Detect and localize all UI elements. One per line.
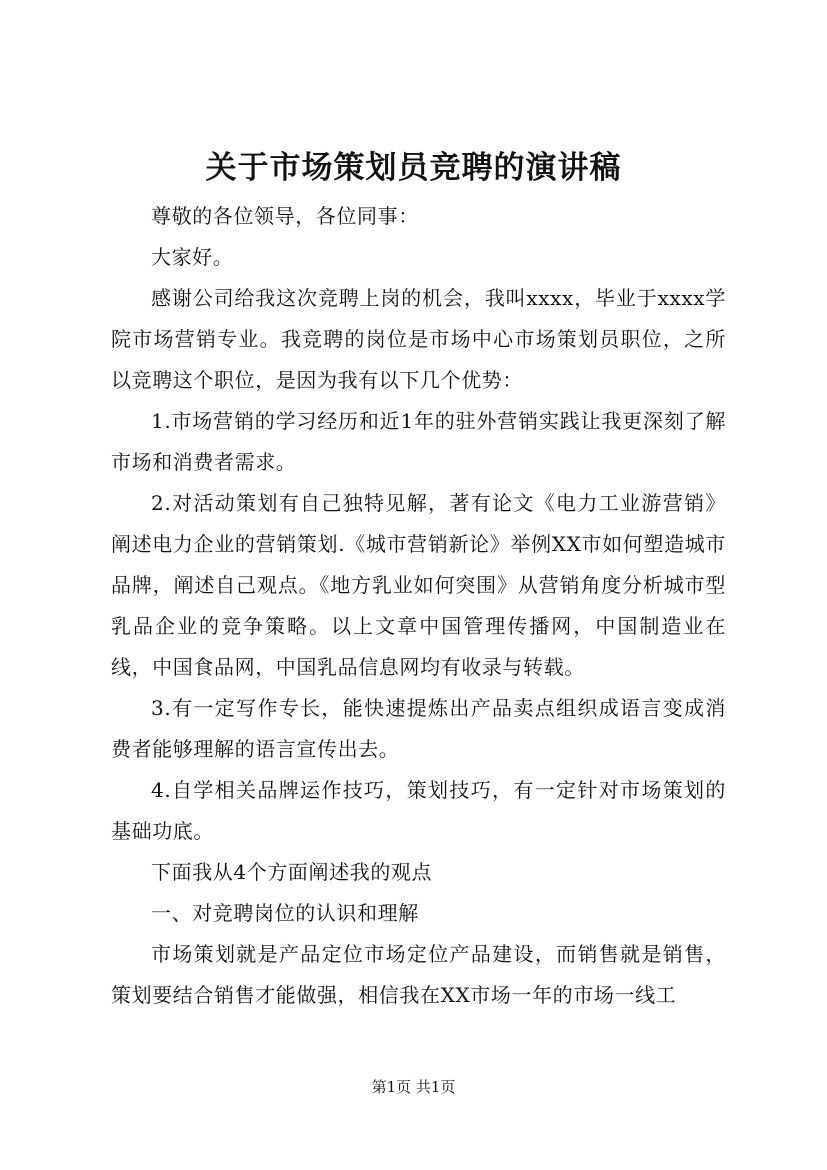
document-body: [111, 196, 726, 1016]
paragraph-section-1: 市场策划就是产品定位市场定位产品建设，而销售就是销售，策划要结合销售才能做强，相信我在XX市场一年的市场一线工: [111, 942, 726, 1007]
paragraph-advantage-1: 1.市场营销的学习经历和近1年的驻外营销实践让我更深刻了解市场和消费者需求。: [111, 409, 726, 474]
paragraph-greeting: 大家好。: [151, 245, 234, 269]
paragraph-intro: 感谢公司给我这次竞聘上岗的机会，我叫xxxx，毕业于xxxx学院市场营销专业。我竞聘的岗位是市场中心市场策划员职位，之所以竞聘这个职位，是因为我有以下几个优势：: [111, 286, 726, 392]
paragraph-salutation: 尊敬的各位领导，各位同事：: [151, 204, 419, 228]
section-heading-1: 一、对竞聘岗位的认识和理解: [151, 901, 419, 925]
paragraph-advantage-2: 2.对活动策划有自己独特见解，著有论文《电力工业游营销》阐述电力企业的营销策划.《城市营销新论》举例XX市如何塑造城市品牌，阐述自己观点。《地方乳业如何突围》从营销角度分析城市型乳品企业的竞争策略。以上文章中国管理传播网，中国制造业在线，中国食品网，中国乳品信息网均有收录与转载。: [111, 491, 726, 679]
paragraph-advantage-4: 4.自学相关品牌运作技巧，策划技巧，有一定针对市场策划的基础功底。: [111, 778, 726, 843]
paragraph-advantage-3: 3.有一定写作专长，能快速提炼出产品卖点组织成语言变成消费者能够理解的语言宣传出去。: [111, 696, 726, 761]
page-footer: 第1页 共1页: [371, 1078, 456, 1096]
document-title: 关于市场策划员竞聘的演讲稿: [205, 150, 622, 186]
paragraph-transition: 下面我从4个方面阐述我的观点: [151, 860, 433, 884]
